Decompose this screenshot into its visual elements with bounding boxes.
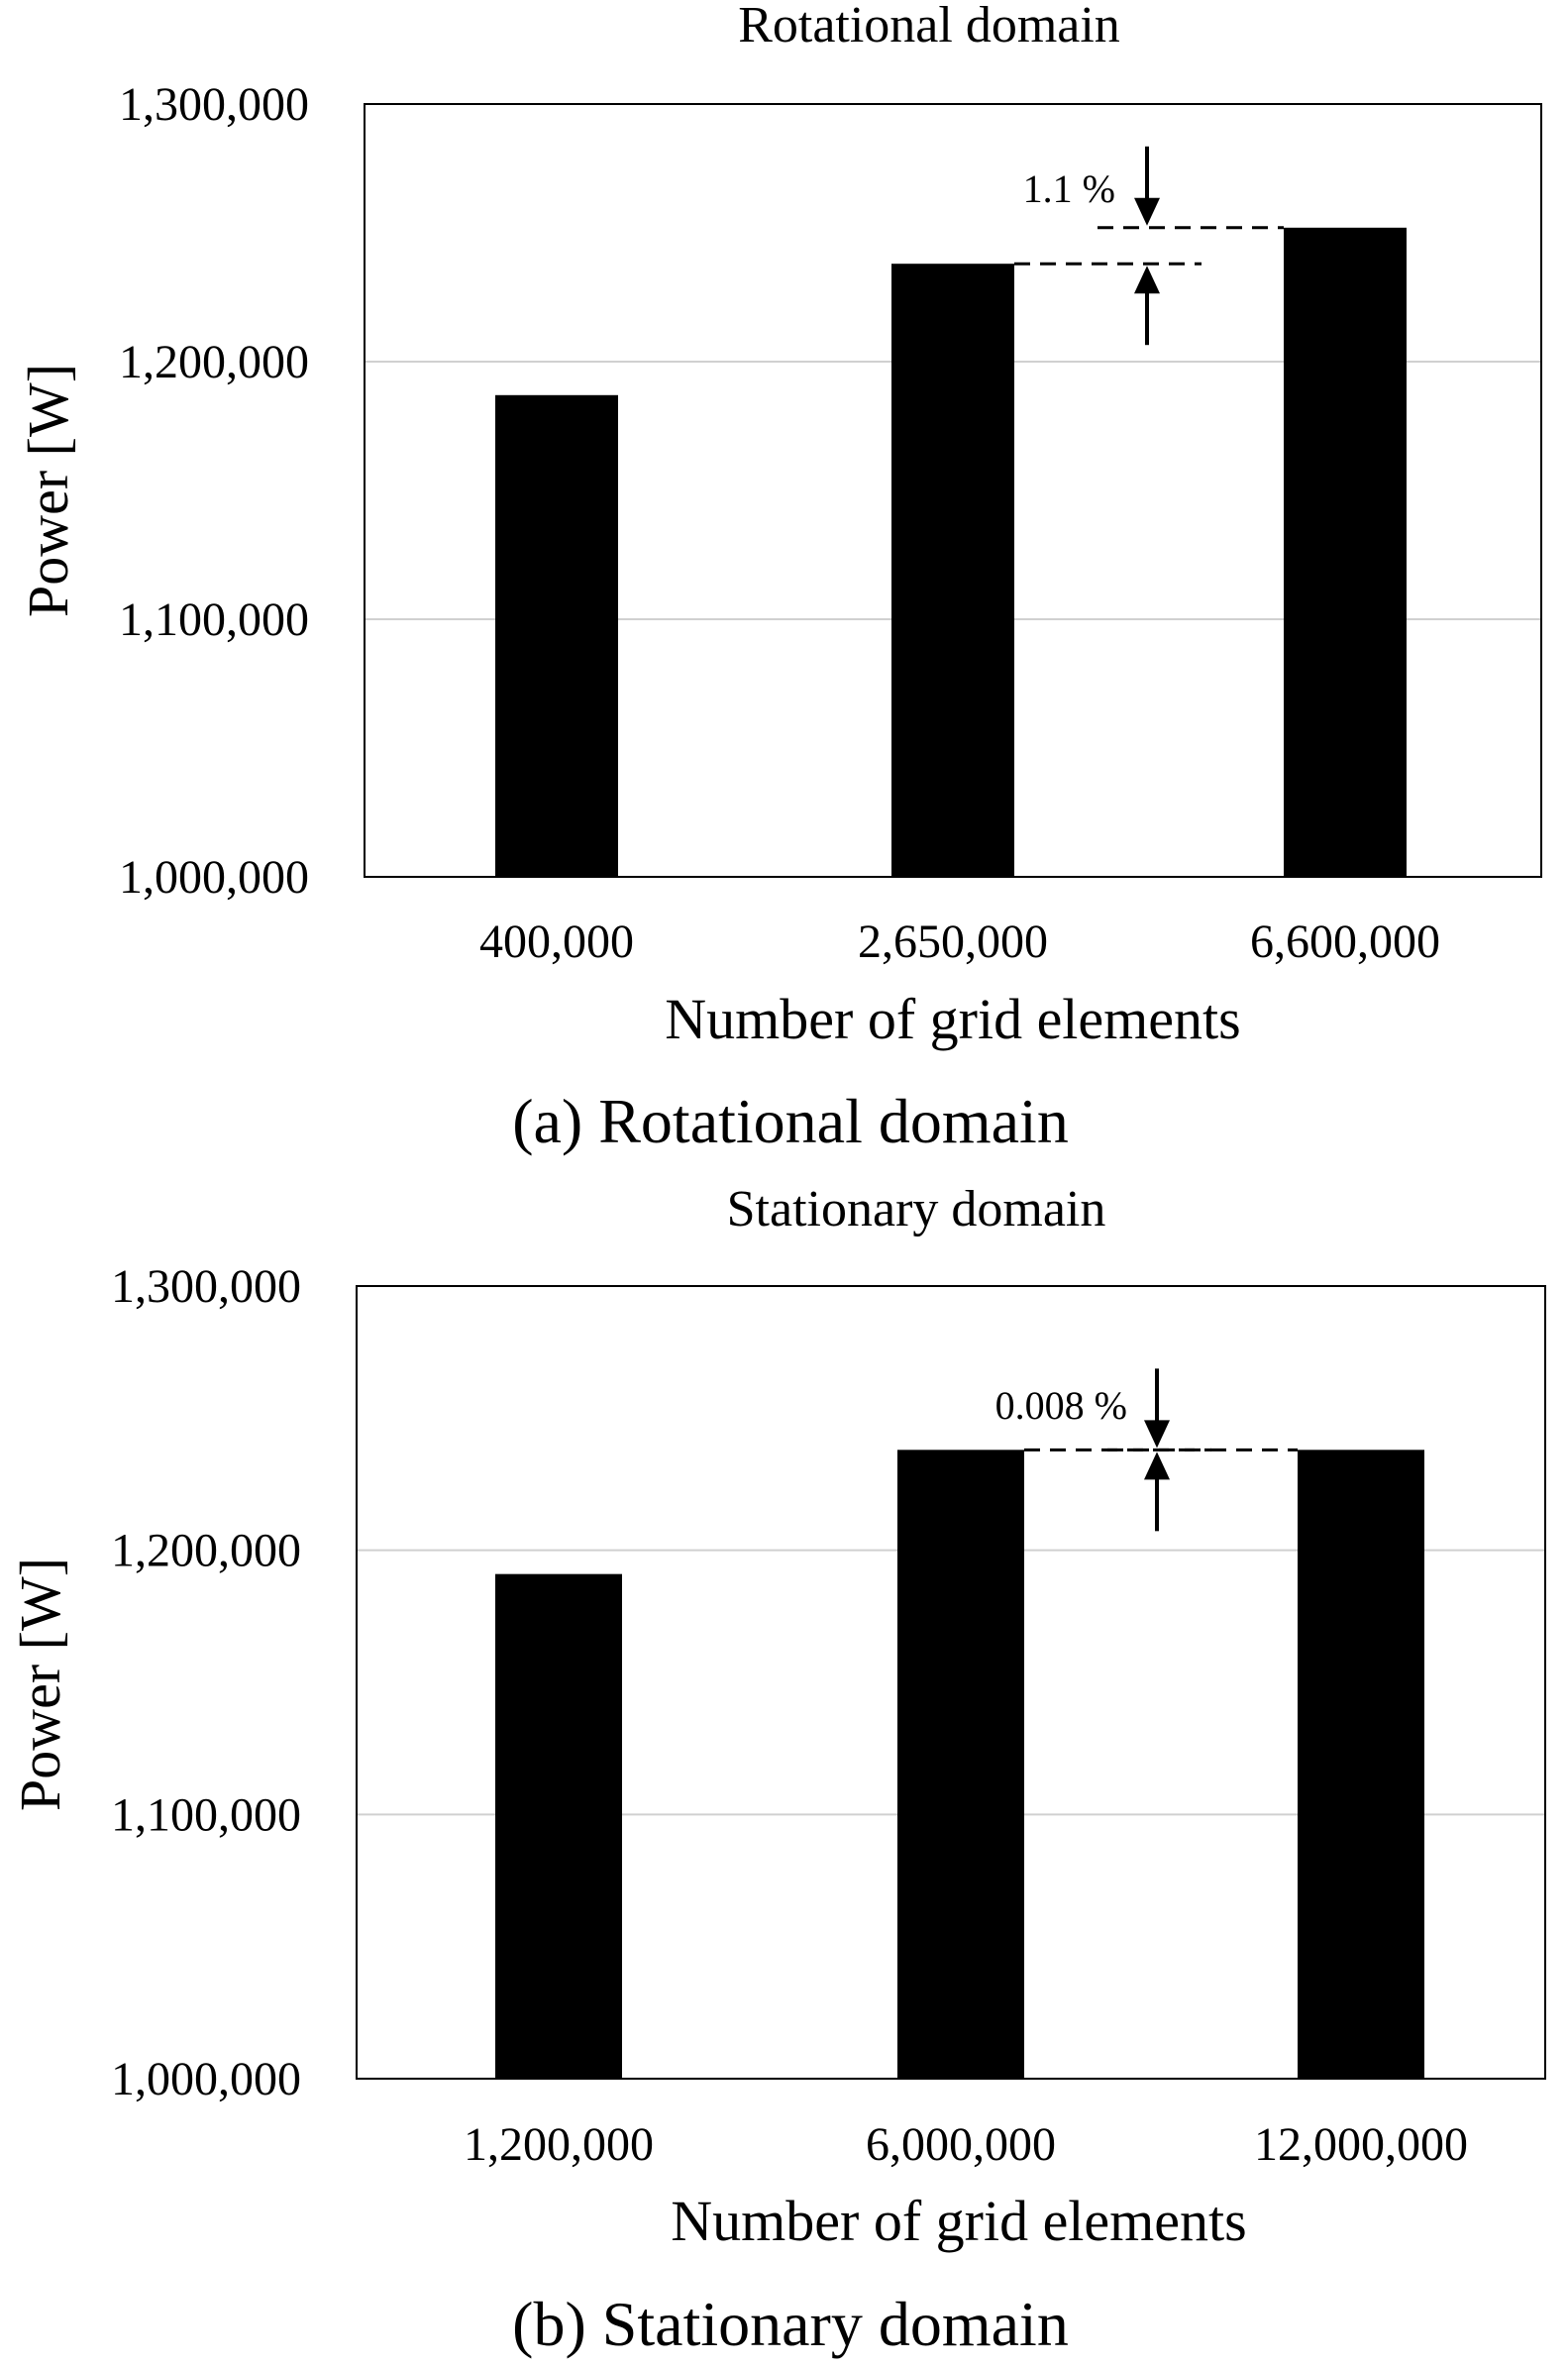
bar	[495, 395, 618, 877]
x-tick-label: 12,000,000	[1254, 2118, 1468, 2171]
x-axis-label: Number of grid elements	[671, 2189, 1247, 2253]
up-arrow-head	[1134, 266, 1160, 293]
down-arrow-head	[1144, 1420, 1170, 1448]
bar	[495, 1574, 622, 2079]
difference-annotation	[1014, 147, 1284, 345]
up-arrow-head	[1144, 1452, 1170, 1479]
x-axis-label: Number of grid elements	[665, 987, 1241, 1051]
y-tick-label: 1,200,000	[119, 336, 309, 388]
y-tick-label: 1,300,000	[119, 78, 309, 131]
bars	[495, 1450, 1424, 2079]
x-tick-label: 6,600,000	[1250, 915, 1440, 968]
bar	[897, 1450, 1024, 2079]
bar	[891, 264, 1014, 877]
bar	[1298, 1450, 1424, 2079]
y-tick-labels	[111, 1260, 301, 2105]
panel-rotational	[16, 0, 1541, 1156]
x-tick-label: 1,200,000	[464, 2118, 654, 2171]
annotation-label: 1.1 %	[1022, 166, 1115, 211]
difference-annotation	[995, 1368, 1298, 1531]
y-tick-label: 1,000,000	[111, 2053, 301, 2105]
x-tick-label: 400,000	[479, 915, 634, 968]
panel-stationary	[8, 1181, 1545, 2359]
x-tick-labels	[464, 2118, 1468, 2171]
x-tick-label: 2,650,000	[858, 915, 1048, 968]
chart-title: Rotational domain	[738, 0, 1120, 54]
x-tick-labels	[479, 915, 1440, 968]
x-tick-label: 6,000,000	[866, 2118, 1056, 2171]
annotation-label: 0.008 %	[994, 1383, 1127, 1428]
y-tick-label: 1,200,000	[111, 1524, 301, 1577]
y-axis-label: Power [W]	[16, 363, 80, 618]
bars	[495, 228, 1407, 877]
y-tick-labels	[119, 78, 309, 904]
chart-title: Stationary domain	[726, 1181, 1106, 1237]
panel-caption: (b) Stationary domain	[512, 2289, 1069, 2359]
y-tick-label: 1,300,000	[111, 1260, 301, 1313]
down-arrow-head	[1134, 198, 1160, 226]
y-axis-label: Power [W]	[8, 1557, 72, 1812]
y-tick-label: 1,100,000	[119, 593, 309, 646]
y-tick-label: 1,000,000	[119, 851, 309, 904]
bar	[1284, 228, 1407, 877]
panel-caption: (a) Rotational domain	[512, 1086, 1069, 1156]
y-tick-label: 1,100,000	[111, 1788, 301, 1842]
